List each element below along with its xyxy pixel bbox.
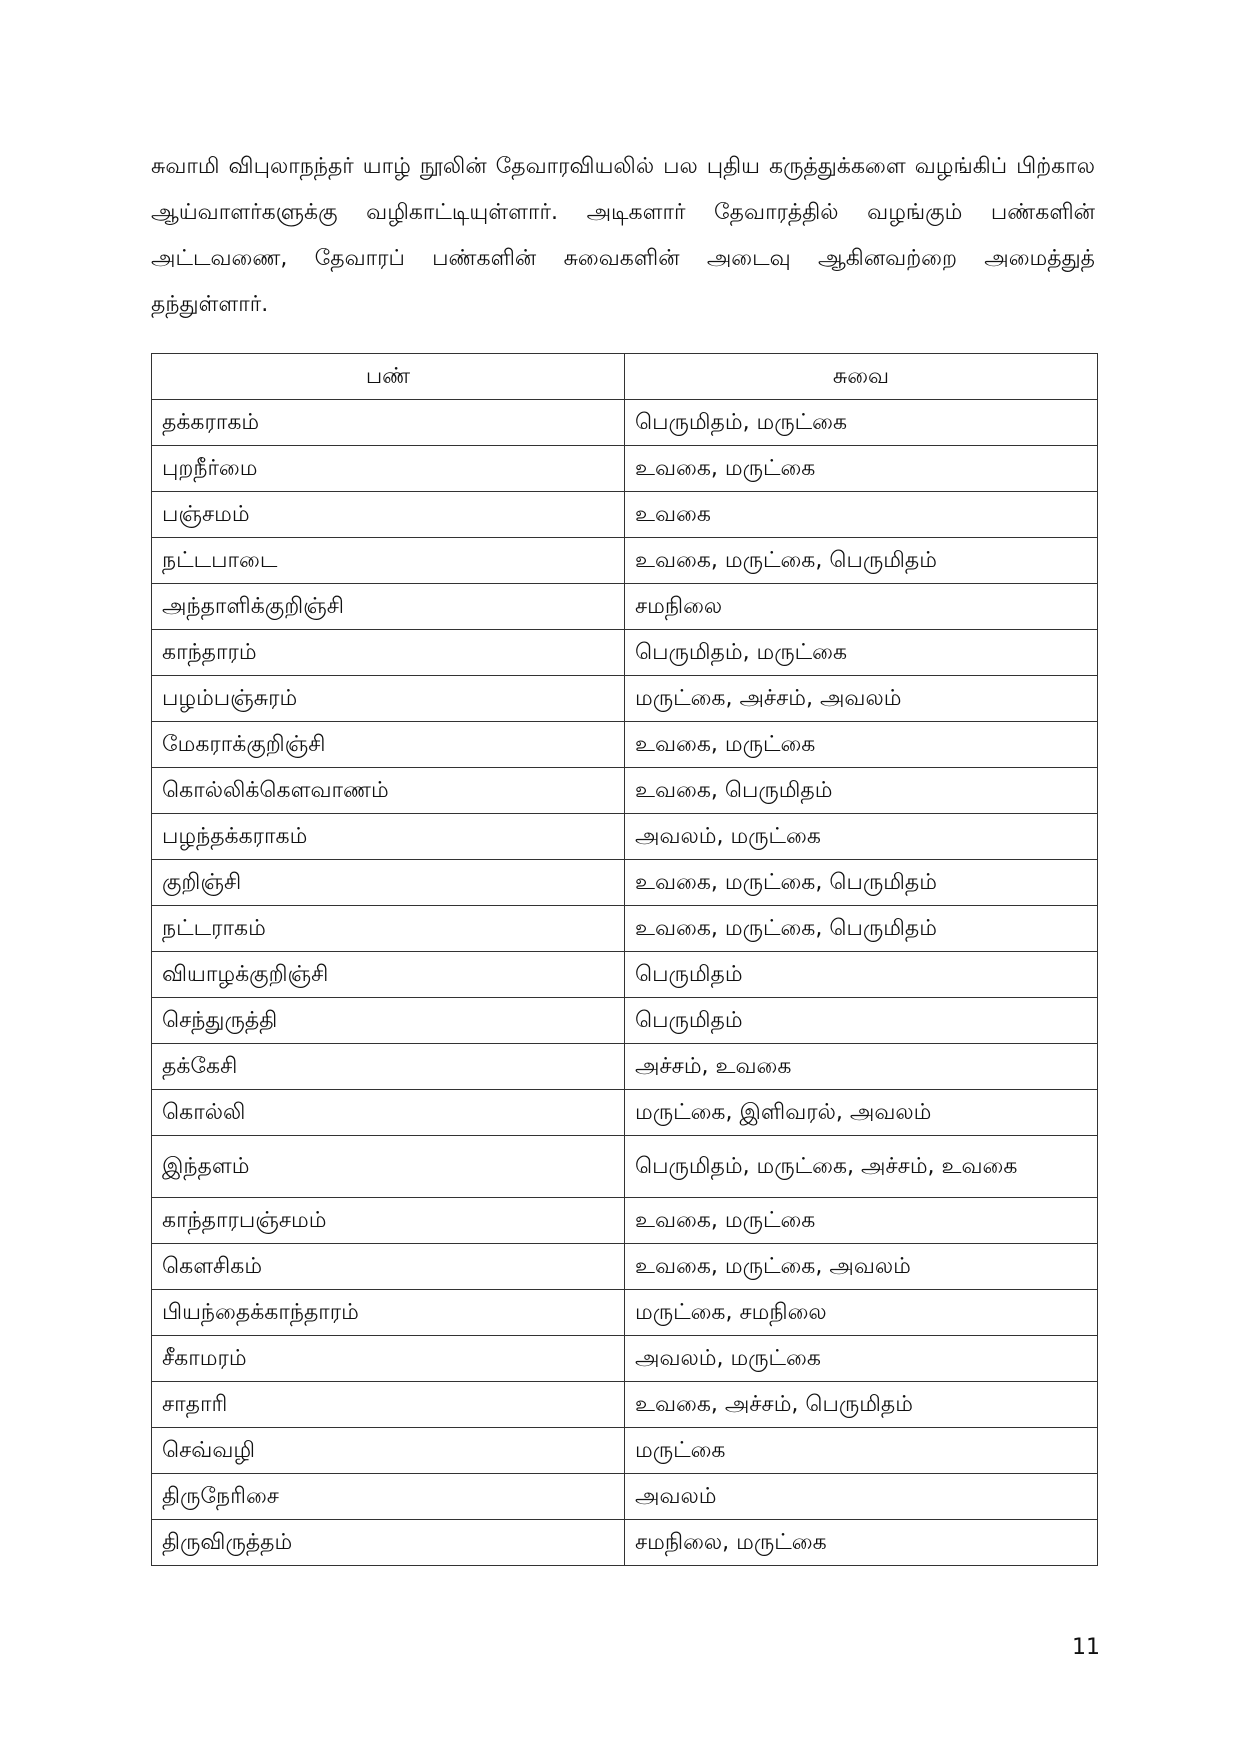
table-row	[152, 1290, 1098, 1336]
cell-pann: திருநேரிசை	[152, 1474, 625, 1520]
cell-suvai: பெருமிதம், மருட்கை	[625, 400, 1098, 446]
cell-suvai: பெருமிதம்	[625, 998, 1098, 1044]
cell-suvai: உவகை, மருட்கை, பெருமிதம்	[625, 860, 1098, 906]
cell-pann: செந்துருத்தி	[152, 998, 625, 1044]
table-row	[152, 1428, 1098, 1474]
page-number: 11	[1072, 1635, 1100, 1660]
cell-suvai: உவகை, மருட்கை	[625, 446, 1098, 492]
table-body	[152, 400, 1098, 1566]
pann-suvai-table	[151, 353, 1098, 1566]
cell-suvai: உவகை, அச்சம், பெருமிதம்	[625, 1382, 1098, 1428]
cell-suvai: மருட்கை, இளிவரல், அவலம்	[625, 1090, 1098, 1136]
table-row	[152, 1044, 1098, 1090]
cell-suvai: உவகை, பெருமிதம்	[625, 768, 1098, 814]
header-suvai: சுவை	[625, 354, 1098, 400]
cell-pann: கொல்லிக்கௌவாணம்	[152, 768, 625, 814]
table-row	[152, 1136, 1098, 1198]
cell-pann: சீகாமரம்	[152, 1336, 625, 1382]
cell-pann: மேகராக்குறிஞ்சி	[152, 722, 625, 768]
cell-suvai: மருட்கை, அச்சம், அவலம்	[625, 676, 1098, 722]
cell-suvai: அச்சம், உவகை	[625, 1044, 1098, 1090]
table-row	[152, 952, 1098, 998]
cell-pann: செவ்வழி	[152, 1428, 625, 1474]
cell-pann: கௌசிகம்	[152, 1244, 625, 1290]
cell-pann: பியந்தைக்காந்தாரம்	[152, 1290, 625, 1336]
intro-paragraph: சுவாமி விபுலாநந்தர் யாழ் நூலின் தேவாரவியலில் பல புதிய கருத்துக்களை வழங்கிப் பிற்கால ஆய்வாளர்களுக்கு வழிகாட்டியுள்ளார். அடிகளார் தேவாரத்தில் வழங்கும் பண்களின் அட்டவணை, தேவாரப் பண்களின் சுவைகளின் அடைவு ஆகினவற்றை அமைத்துத் தந்துள்ளார்.	[151, 154, 1095, 317]
header-pann: பண்	[152, 354, 625, 400]
cell-suvai: உவகை, மருட்கை, பெருமிதம்	[625, 906, 1098, 952]
cell-pann: திருவிருத்தம்	[152, 1520, 625, 1566]
table-row	[152, 446, 1098, 492]
table-row	[152, 1474, 1098, 1520]
table-row	[152, 1090, 1098, 1136]
cell-pann: இந்தளம்	[152, 1136, 625, 1198]
cell-pann: நட்டராகம்	[152, 906, 625, 952]
cell-suvai: சமநிலை, மருட்கை	[625, 1520, 1098, 1566]
cell-pann: நட்டபாடை	[152, 538, 625, 584]
table-header-row	[152, 354, 1098, 400]
cell-pann: பழந்தக்கராகம்	[152, 814, 625, 860]
table-row	[152, 630, 1098, 676]
cell-suvai: மருட்கை	[625, 1428, 1098, 1474]
table-row	[152, 768, 1098, 814]
cell-pann: அந்தாளிக்குறிஞ்சி	[152, 584, 625, 630]
table-row	[152, 492, 1098, 538]
table-row	[152, 814, 1098, 860]
cell-suvai: பெருமிதம், மருட்கை, அச்சம், உவகை	[625, 1136, 1098, 1198]
cell-pann: தக்கராகம்	[152, 400, 625, 446]
table-row	[152, 1520, 1098, 1566]
table-row	[152, 1382, 1098, 1428]
cell-suvai: அவலம்	[625, 1474, 1098, 1520]
table-row	[152, 538, 1098, 584]
cell-suvai: உவகை	[625, 492, 1098, 538]
cell-pann: வியாழக்குறிஞ்சி	[152, 952, 625, 998]
cell-pann: தக்கேசி	[152, 1044, 625, 1090]
cell-pann: பழம்பஞ்சுரம்	[152, 676, 625, 722]
cell-suvai: சமநிலை	[625, 584, 1098, 630]
cell-suvai: பெருமிதம், மருட்கை	[625, 630, 1098, 676]
table-row	[152, 676, 1098, 722]
table-row	[152, 906, 1098, 952]
cell-suvai: உவகை, மருட்கை, அவலம்	[625, 1244, 1098, 1290]
table-row	[152, 1244, 1098, 1290]
table-row	[152, 860, 1098, 906]
cell-pann: கொல்லி	[152, 1090, 625, 1136]
table-row	[152, 400, 1098, 446]
table-row	[152, 584, 1098, 630]
table-row	[152, 1336, 1098, 1382]
cell-pann: குறிஞ்சி	[152, 860, 625, 906]
cell-pann: சாதாரி	[152, 1382, 625, 1428]
table-row	[152, 998, 1098, 1044]
cell-suvai: அவலம், மருட்கை	[625, 1336, 1098, 1382]
cell-pann: காந்தாரபஞ்சமம்	[152, 1198, 625, 1244]
cell-suvai: மருட்கை, சமநிலை	[625, 1290, 1098, 1336]
cell-pann: புறநீர்மை	[152, 446, 625, 492]
cell-suvai: உவகை, மருட்கை	[625, 1198, 1098, 1244]
table-row	[152, 1198, 1098, 1244]
cell-suvai: உவகை, மருட்கை	[625, 722, 1098, 768]
table-row	[152, 722, 1098, 768]
cell-suvai: பெருமிதம்	[625, 952, 1098, 998]
cell-suvai: உவகை, மருட்கை, பெருமிதம்	[625, 538, 1098, 584]
cell-pann: காந்தாரம்	[152, 630, 625, 676]
cell-suvai: அவலம், மருட்கை	[625, 814, 1098, 860]
cell-pann: பஞ்சமம்	[152, 492, 625, 538]
